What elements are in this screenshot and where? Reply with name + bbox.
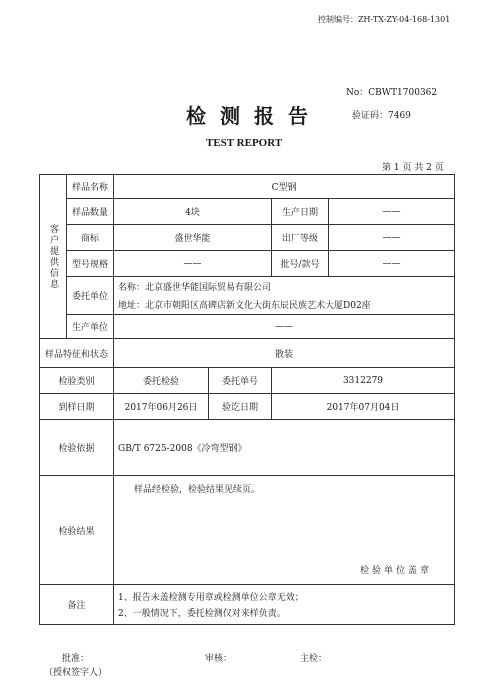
report-number: No：CBWT1700362 — [346, 88, 438, 98]
brand-label: 商标 — [67, 225, 114, 251]
batch-label: 批号/款号 — [272, 251, 329, 277]
row-test-type — [40, 368, 455, 394]
approve-label: 批准： — [62, 654, 90, 664]
client-address: 地址：北京市朝阳区高碑店新文化大街东辰民族艺术大厦D02座 — [118, 301, 371, 311]
sample-name-label: 样品名称 — [67, 175, 114, 199]
remark-label: 备注 — [40, 585, 114, 625]
producer-label: 生产单位 — [67, 315, 114, 339]
model-value: —— — [114, 251, 272, 277]
row-brand — [40, 225, 455, 251]
grade-label: 出厂等级 — [272, 225, 329, 251]
result-label: 检验结果 — [40, 476, 114, 585]
client-detail-cell — [114, 277, 455, 315]
qty-label: 样品数量 — [67, 199, 114, 225]
row-client — [40, 277, 455, 315]
result-text: 样品经检验，检验结果见续页。 — [134, 485, 261, 495]
report-title-en: TEST REPORT — [206, 137, 283, 149]
basis-value: GB/T 6725-2008《冷弯型钢》 — [114, 420, 455, 476]
row-result — [40, 476, 455, 585]
row-sample-name — [40, 175, 455, 199]
features-value: 散装 — [114, 339, 455, 368]
result-cell — [114, 476, 455, 585]
producer-value: —— — [114, 315, 455, 339]
row-model — [40, 251, 455, 277]
inspect-label: 主检： — [300, 654, 328, 664]
arrival-value: 2017年06月26日 — [114, 394, 209, 420]
test-type-label: 检验类别 — [40, 368, 114, 394]
row-qty — [40, 199, 455, 225]
remark-line-1: 1、报告未盖检测专用章或检测单位公章无效； — [118, 593, 304, 603]
prod-date-value: —— — [329, 199, 455, 225]
row-dates — [40, 394, 455, 420]
basis-label: 检验依据 — [40, 420, 114, 476]
brand-value: 盛世华能 — [114, 225, 272, 251]
qty-value: 4块 — [114, 199, 272, 225]
page-indicator: 第 1 页 共 2 页 — [382, 163, 444, 173]
client-info-label-cell — [40, 175, 67, 339]
row-basis — [40, 420, 455, 476]
report-table — [39, 174, 455, 625]
arrival-label: 到样日期 — [40, 394, 114, 420]
inspection-stamp-label: 检验单位盖章 — [360, 566, 433, 576]
features-label: 样品特征和状态 — [40, 339, 114, 368]
finish-label: 验讫日期 — [209, 394, 272, 420]
control-number: 控制编号：ZH-TX-ZY-04-168-1301 — [318, 15, 451, 24]
verify-code: 验证码：7469 — [352, 111, 411, 121]
batch-value: —— — [329, 251, 455, 277]
remark-cell — [114, 585, 455, 625]
remark-line-2: 2、一般情况下，委托检测仅对来样负责。 — [118, 609, 286, 619]
sample-name-value: C型钢 — [114, 175, 455, 199]
report-title-cn: 检测报告 — [186, 104, 322, 128]
client-info-label: 客户提供信息 — [48, 223, 58, 290]
row-producer — [40, 315, 455, 339]
review-label: 审核： — [205, 654, 233, 664]
client-label: 委托单位 — [67, 277, 114, 315]
commission-no-label: 委托单号 — [209, 368, 272, 394]
finish-value: 2017年07月04日 — [272, 394, 455, 420]
client-name: 名称：北京盛世华能国际贸易有限公司 — [118, 283, 272, 293]
test-type-value: 委托检验 — [114, 368, 209, 394]
row-remark — [40, 585, 455, 625]
grade-value: —— — [329, 225, 455, 251]
row-features — [40, 339, 455, 368]
commission-no-value: 3312279 — [272, 368, 455, 394]
approve-sub-label: （授权签字人） — [44, 668, 108, 678]
model-label: 型号规格 — [67, 251, 114, 277]
prod-date-label: 生产日期 — [272, 199, 329, 225]
